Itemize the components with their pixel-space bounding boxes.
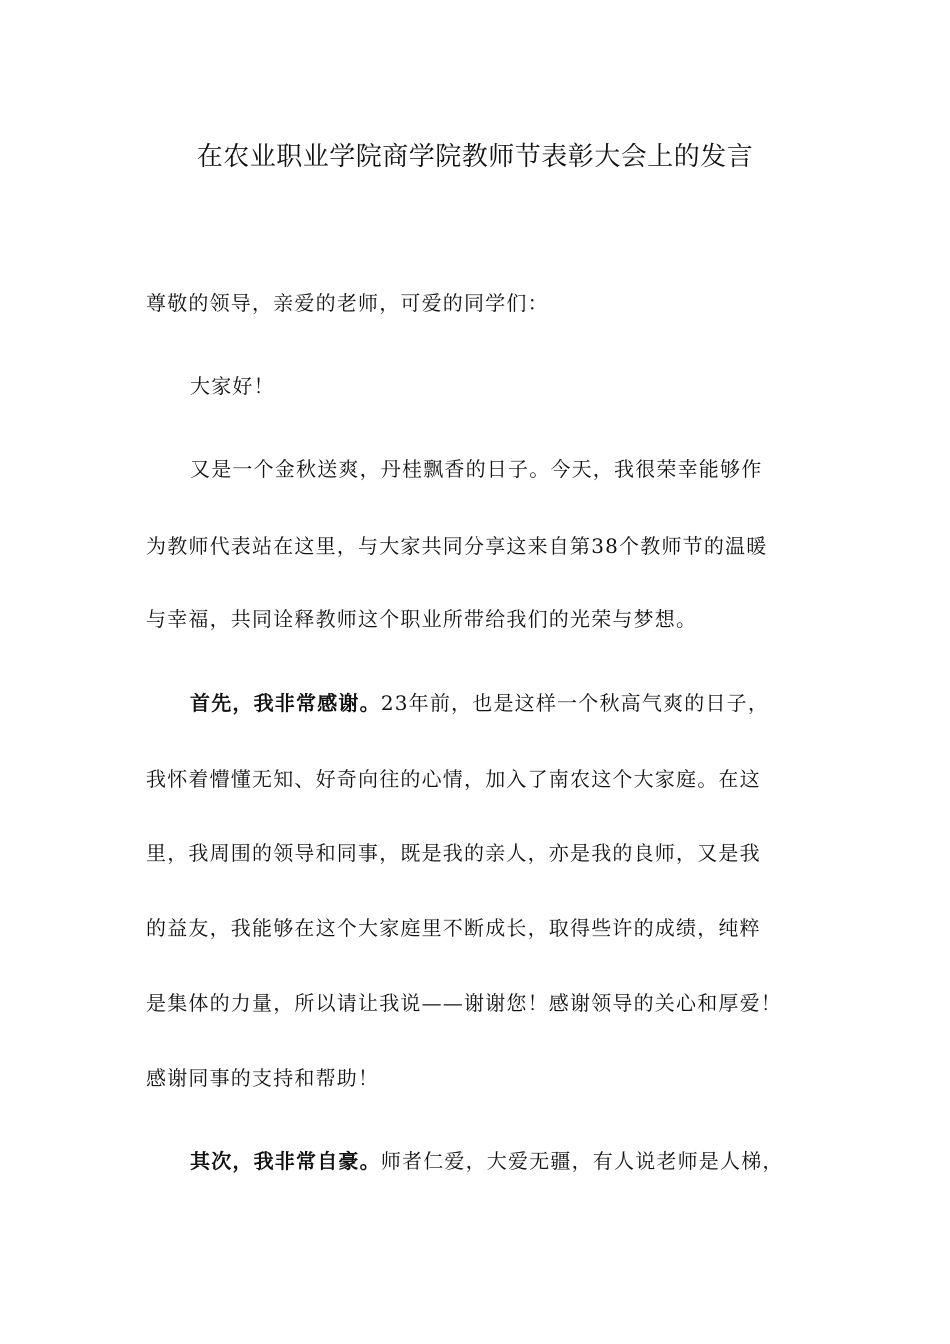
paragraph-2-line-2: 我怀着懵懂无知、好奇向往的心情，加入了南农这个大家庭。在这 (146, 767, 761, 791)
paragraph-1-line-3: 与幸福，共同诠释教师这个职业所带给我们的光荣与梦想。 (146, 607, 698, 631)
paragraph-2-lead: 首先，我非常感谢。 (190, 691, 381, 715)
paragraph-2-line-3: 里，我周围的领导和同事，既是我的亲人，亦是我的良师，又是我 (146, 841, 761, 865)
paragraph-3-line-1 (190, 1147, 860, 1175)
paragraph-2-line-4: 的益友，我能够在这个大家庭里不断成长，取得些许的成绩，纯粹 (146, 916, 761, 940)
paragraph-3-line-1-rest: 师者仁爱，大爱无疆，有人说老师是人梯， (380, 1149, 784, 1173)
paragraph-2-line-1 (190, 689, 860, 717)
paragraph-2-line-6: 感谢同事的支持和帮助！ (146, 1066, 380, 1090)
greeting: 大家好！ (190, 374, 275, 398)
paragraph-2-line-5: 是集体的力量，所以请让我说——谢谢您！感谢领导的关心和厚爱！ (146, 991, 782, 1015)
paragraph-3-lead: 其次，我非常自豪。 (190, 1149, 381, 1173)
paragraph-2-line-1-rest: 23年前，也是这样一个秋高气爽的日子， (380, 691, 770, 715)
paragraph-1-line-1: 又是一个金秋送爽，丹桂飘香的日子。今天，我很荣幸能够作 (190, 457, 763, 481)
document-title: 在农业职业学院商学院教师节表彰大会上的发言 (196, 142, 754, 172)
salutation: 尊敬的领导，亲爱的老师，可爱的同学们： (146, 291, 549, 315)
paragraph-1-line-2: 为教师代表站在这里，与大家共同分享这来自第38个教师节的温暖 (146, 534, 768, 558)
